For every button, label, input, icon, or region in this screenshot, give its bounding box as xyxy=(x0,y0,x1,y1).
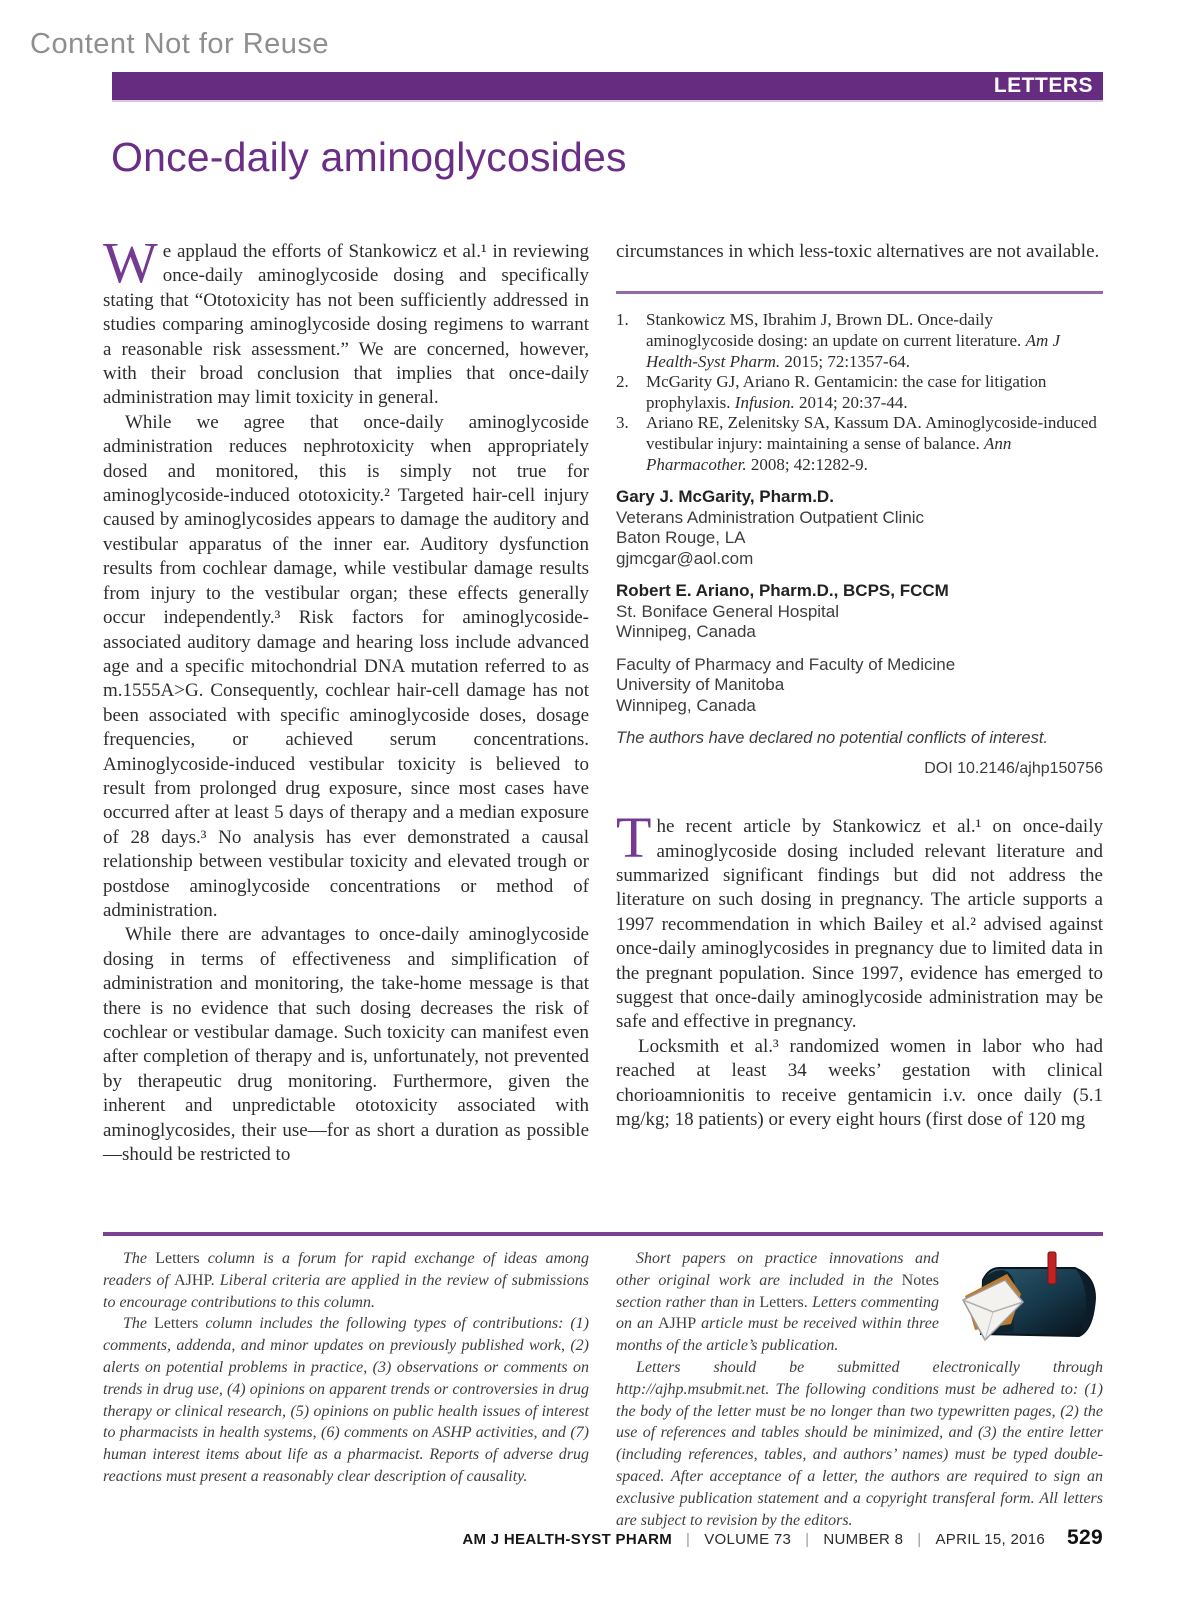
dropcap-t: T xyxy=(616,805,652,871)
policy-paragraph: Letters should be submitted electronically through http://ajhp.msubmit.net. The following conditions must be adhered to: (1) the body of the letter must be no longer than two typewritten pages, (2) the use of references and tables should be minimized, and (3) the entire letter (including references, tables, and authors’ names) must be typed double-spaced. After acceptance of a letter, the authors are required to sign an exclusive publication statement and a copyright transferal form. All letters are subject to revision by the editors. xyxy=(616,1358,1103,1529)
reference-citation: Ariano RE, Zelenitsky SA, Kassum DA. Aminoglycoside-induced vestibular injury: maintaining a sense of balance. xyxy=(646,413,1097,453)
letter1-paragraph-3: While there are advantages to once-daily aminoglycoside dosing in terms of effectiveness and simplification of administration and monitoring, the take-home message is that there is no evidence that such dosing decreases the risk of cochlear or vestibular damage. Such toxicity can manifest even after completion of therapy and is, unfortunately, not prevented by therapeutic drug monitoring. Furthermore, given the inherent and unpredictable ototoxicity associated with aminoglycosides, their use—for as short a duration as possible—should be restricted to xyxy=(103,924,589,1166)
reference-item xyxy=(616,372,1103,413)
reference-number: 2. xyxy=(616,372,629,392)
author-location: Winnipeg, Canada xyxy=(616,695,756,715)
policy-paragraph: The Letters column includes the following types of contributions: (1) comments, addenda, and minor updates on previously published work, (2) alerts on potential problems in practice, (3) observations or comments on trends in drug use, (4) opinions on apparent trends or controversies in drug therapy or clinical research, (5) opinions on public health issues of interest to pharmacists in health systems, (6) comments on ASHP activities, and (7) human interest items about life as a pharmacist. Reports of adverse drug reactions must present a reasonably clear description of causality. xyxy=(103,1315,590,1485)
author-name: Gary J. McGarity, Pharm.D. xyxy=(616,487,834,507)
reference-text xyxy=(646,310,1103,372)
author-entry xyxy=(616,487,1103,569)
separator: | xyxy=(805,1531,810,1548)
letter1-paragraph-1-text: e applaud the efforts of Stankowicz et al.¹ in reviewing once-daily aminoglycoside dosing and specifically stating that “Ototoxicity has not been sufficiently addressed in studies comparing aminoglycoside dosing regimens to warrant a reasonable risk assessment.” We are concerned, however, with their broad conclusion that implies that once-daily administration may limit toxicity in general. xyxy=(103,241,589,409)
reference-year-pages: 2008; 42:1282-9. xyxy=(746,454,868,474)
number-label: NUMBER 8 xyxy=(823,1531,904,1548)
mailbox-icon xyxy=(951,1250,1103,1350)
page-title: Once-daily aminoglycosides xyxy=(111,134,627,180)
reference-text xyxy=(646,372,1103,413)
policy-right-column xyxy=(616,1248,1103,1531)
letter2-paragraph-2: Locksmith et al.³ randomized women in labor who had reached at least 34 weeks’ gestation with clinical chorioamnionitis to receive gentamicin i.v. once daily (5.1 mg/kg; 18 patients) or every eight hours (first dose of 120 mg xyxy=(616,1035,1103,1131)
references-divider xyxy=(616,291,1103,294)
section-label: LETTERS xyxy=(993,74,1093,97)
section-banner xyxy=(112,72,1103,102)
reference-journal: Infusion. xyxy=(734,392,795,412)
reference-journal: Am J Health-Syst Pharm. xyxy=(646,331,1061,371)
date-label: APRIL 15, 2016 xyxy=(935,1531,1046,1548)
author-entry xyxy=(616,581,1103,643)
reference-year-pages: 2015; 72:1357-64. xyxy=(780,351,910,371)
author-affiliation: Faculty of Pharmacy and Faculty of Medicine xyxy=(616,654,956,674)
author-affiliation: University of Manitoba xyxy=(616,675,785,695)
reference-list xyxy=(616,310,1103,475)
author-name: Robert E. Ariano, Pharm.D., BCPS, FCCM xyxy=(616,581,949,601)
reference-item xyxy=(616,413,1103,475)
reference-journal: Ann Pharmacother. xyxy=(646,433,1012,474)
letter2-paragraph-1 xyxy=(616,805,1103,1035)
reference-text xyxy=(646,413,1103,475)
author-block xyxy=(616,487,1103,779)
policy-paragraph: The Letters column is a forum for rapid exchange of ideas among readers of AJHP. Liberal criteria are applied in the review of submissions to encourage contributions to this column. xyxy=(103,1250,589,1311)
doi-label: DOI 10.2146/ajhp150756 xyxy=(924,759,1103,777)
author-affiliation: Veterans Administration Outpatient Clinic xyxy=(616,507,925,527)
author-entry xyxy=(616,655,1103,717)
policy-paragraph: Short papers on practice innovations and other original work are included in the Notes section rather than in Letters. Letters commenting on an AJHP article must be received within three months of the article’s publication. xyxy=(616,1250,940,1355)
page-number: 529 xyxy=(1067,1526,1103,1549)
policy-left-column xyxy=(103,1248,589,1531)
journal-name: AM J HEALTH-SYST PHARM xyxy=(462,1531,673,1548)
author-email: gjmcgar@aol.com xyxy=(616,548,754,568)
reference-citation: Stankowicz MS, Ibrahim J, Brown DL. Once-daily aminoglycoside dosing: an update on current literature. xyxy=(646,310,1026,350)
left-column xyxy=(103,230,589,1167)
author-location: Winnipeg, Canada xyxy=(616,622,756,642)
reference-number: 3. xyxy=(616,413,629,433)
reference-number: 1. xyxy=(616,310,629,330)
reference-year-pages: 2014; 20:37-44. xyxy=(794,392,908,412)
author-location: Baton Rouge, LA xyxy=(616,528,746,548)
letter2-paragraph-1-text: he recent article by Stankowicz et al.¹ on once-daily aminoglycoside dosing included relevant literature and summarized significant findings but did not address the literature on such dosing in pregnancy. The article supports a 1997 recommendation in which Bailey et al.² advised against once-daily aminoglycosides in pregnancy due to limited data in the pregnant population. Since 1997, evidence has emerged to suggest that once-daily aminoglycoside administration may be safe and effective in pregnancy. xyxy=(616,816,1103,1033)
second-letter xyxy=(616,805,1103,1132)
watermark-text: Content Not for Reuse xyxy=(30,28,330,60)
reference-item xyxy=(616,310,1103,372)
letter1-paragraph-1 xyxy=(103,230,589,411)
letter1-continuation: circumstances in which less-toxic alternatives are not available. xyxy=(616,241,1100,262)
separator: | xyxy=(917,1531,922,1548)
reference-citation: McGarity GJ, Ariano R. Gentamicin: the case for litigation prophylaxis. xyxy=(646,372,1047,412)
letters-policy-box xyxy=(103,1232,1103,1531)
separator: | xyxy=(686,1531,691,1548)
right-column xyxy=(616,240,1103,1167)
volume-label: VOLUME 73 xyxy=(704,1531,792,1548)
author-affiliation: St. Boniface General Hospital xyxy=(616,601,840,621)
letter1-paragraph-2: While we agree that once-daily aminoglycoside administration reduces nephrotoxicity when appropriately dosed and monitored, this is simply not true for aminoglycoside-induced ototoxicity.² Targeted hair-cell injury caused by aminoglycosides appears to damage the auditory and vestibular apparatus of the inner ear. Auditory dysfunction results from cochlear damage, while vestibular damage results from injury to the vestibular organ; these effects generally occur independently.³ Risk factors for aminoglycoside-associated auditory damage and hearing loss include advanced age and a specific mitochondrial DNA mutation referred to as m.1555A>G. Consequently, cochlear hair-cell damage has not been associated with specific aminoglycoside doses, dosage frequencies, or achieved serum concentrations. Aminoglycoside-induced vestibular toxicity is believed to result from prolonged drug exposure, since most cases have occurred after at least 5 days of therapy and a median exposure of 28 days.³ No analysis has ever demonstrated a causal relationship between vestibular toxicity and elevated trough or postdose aminoglycoside concentrations or method of administration. xyxy=(103,411,589,921)
conflicts-statement: The authors have declared no potential conflicts of interest. xyxy=(616,729,1049,748)
article-body xyxy=(103,230,1103,1167)
dropcap-w: W xyxy=(103,230,158,295)
journal-footer xyxy=(462,1526,1103,1550)
